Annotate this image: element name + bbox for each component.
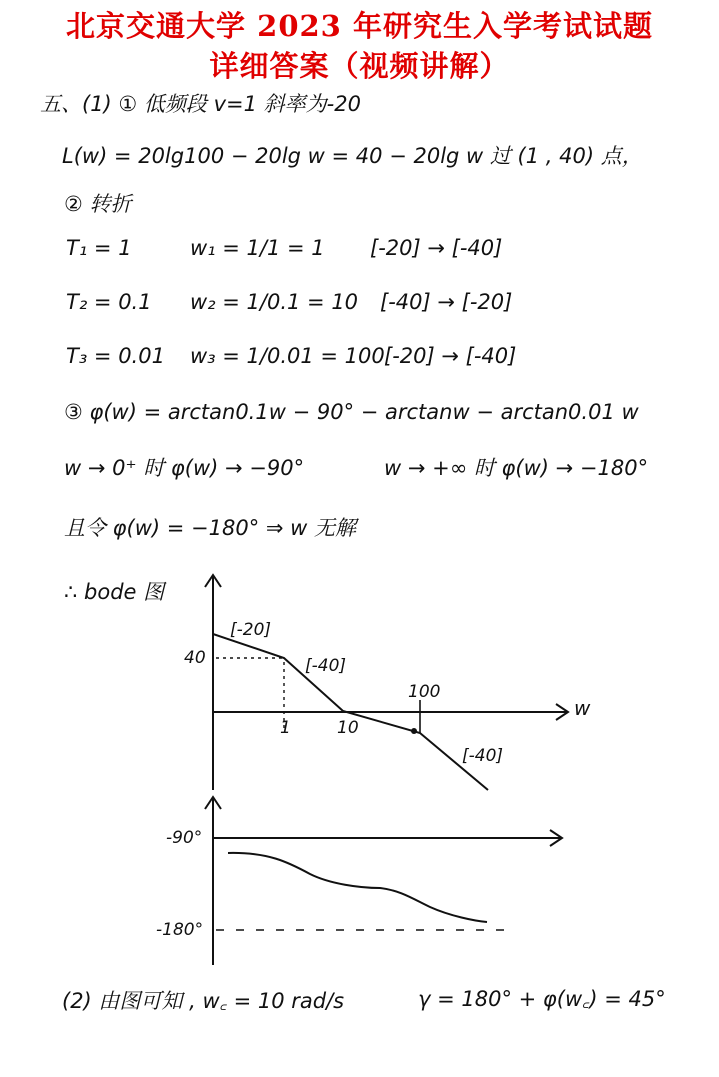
magnitude-expression: L(w) = 20lg100 − 20lg w = 40 − 20lg w 过 (1 , 40) 点， (62, 144, 643, 168)
w2-value: w₂ = 1/0.1 = 10 (190, 290, 359, 314)
phase-y-tick-minus180: -180° (156, 920, 204, 940)
magnitude-w100-point (411, 728, 417, 734)
w3-value: w₃ = 1/0.01 = 100 (190, 344, 385, 368)
phase-y-tick-minus90: -90° (166, 828, 203, 848)
slope-label-minus40-high: [-40] (462, 746, 504, 766)
exam-title-line1: 北京交通大学 2023 年研究生入学考试试题 (66, 9, 653, 43)
magnitude-y-tick-40: 40 (184, 648, 206, 668)
phase-high-limit: w → +∞ 时 φ(w) → −180° (384, 456, 649, 480)
magnitude-x-axis-label: w (574, 696, 591, 720)
slope-label-minus20: [-20] (230, 620, 272, 640)
phase-curve (228, 853, 487, 922)
phase-low-limit: w → 0⁺ 时 φ(w) → −90° (64, 456, 305, 480)
phase-expression: ③ φ(w) = arctan0.1w − 90° − arctanw − arctan0.01 w (64, 400, 639, 424)
phase-margin: γ = 180° + φ(w꜀) = 45° (418, 987, 666, 1011)
step1-low-frequency: 五、(1) ① 低频段 v=1 斜率为-20 (40, 92, 361, 116)
slope-change-1: [-20] → [-40] (370, 236, 503, 260)
slope-label-minus40: [-40] (305, 656, 347, 676)
exam-title-line2: 详细答案（视频讲解） (209, 49, 510, 83)
t2-value: T₂ = 0.1 (66, 290, 152, 314)
crossover-frequency: (2) 由图可知 , w꜀ = 10 rad/s (62, 989, 345, 1013)
t1-value: T₁ = 1 (66, 236, 132, 260)
slope-change-2: [-40] → [-20] (380, 290, 513, 314)
w1-value: w₁ = 1/1 = 1 (190, 236, 325, 260)
step2-breakpoints: ② 转折 (64, 192, 132, 216)
x-tick-1: 1 (280, 718, 291, 738)
slope-change-3: [-20] → [-40] (384, 344, 517, 368)
x-tick-10: 10 (337, 718, 359, 738)
t3-value: T₃ = 0.01 (66, 344, 165, 368)
bode-plot-caption: ∴ bode 图 (64, 580, 165, 604)
phase-crossover-note: 且令 φ(w) = −180° ⇒ w 无解 (64, 516, 357, 540)
x-tick-100: 100 (408, 682, 441, 702)
